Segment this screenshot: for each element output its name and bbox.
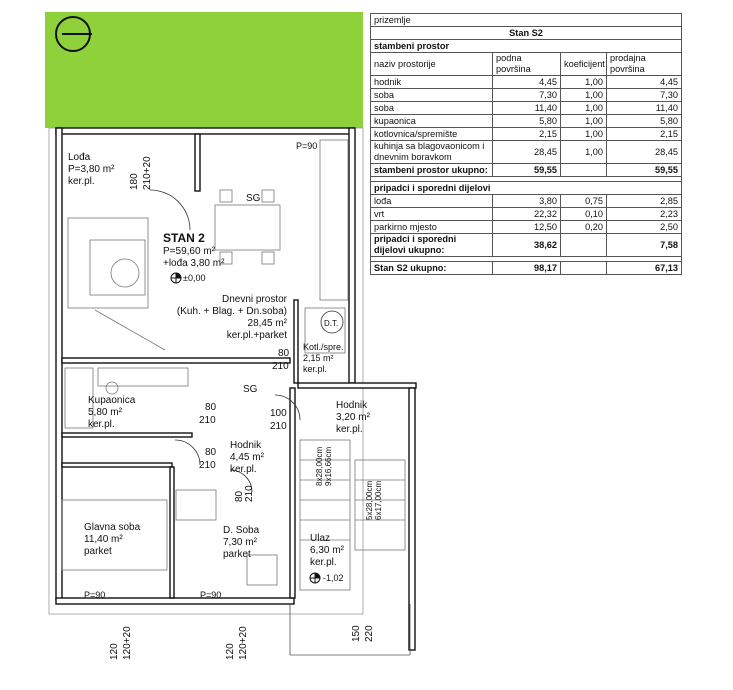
table-cell-value: 0,10	[561, 208, 607, 221]
table-cell-value: 11,40	[493, 102, 561, 115]
table-unit-title: Stan S2	[371, 27, 682, 40]
green-header-band	[45, 12, 363, 128]
unit-area: P=59,60 m²	[163, 246, 215, 257]
table-cell-value: 11,40	[607, 102, 682, 115]
bottom-dim-120-20a: 120+20	[122, 626, 133, 660]
door-hod-height: 210	[199, 460, 216, 471]
bottom-dim-220: 220	[364, 625, 375, 642]
table-header: prodajna površina	[607, 53, 682, 76]
room-hodnik-floor: ker.pl.	[230, 464, 257, 475]
table-cell-value: 0,75	[561, 195, 607, 208]
table-section-row	[371, 40, 682, 53]
table-unit-row	[371, 27, 682, 40]
table-body-2	[371, 195, 682, 234]
room-ulaz-name: Ulaz	[310, 533, 331, 544]
table-cell-value: 7,30	[607, 89, 682, 102]
unit-loggia: +lođa 3,80 m²	[163, 258, 225, 269]
table-cell-name: kotlovnica/spremište	[371, 128, 493, 141]
table-total-label: stambeni prostor ukupno:	[371, 164, 493, 177]
door-hodnik-width: 100	[270, 408, 287, 419]
room-ulaz-area: 6,30 m²	[310, 545, 344, 556]
bottom-dim-120a: 120	[109, 643, 120, 660]
table-floor: prizemlje	[371, 14, 682, 27]
table-cell-value: 5,80	[493, 115, 561, 128]
table-cell-name: kupaonica	[371, 115, 493, 128]
table-row	[371, 76, 682, 89]
door-dsoba-height: 210	[244, 485, 255, 502]
table-cell-value: 0,20	[561, 221, 607, 234]
room-loda-area: P=3,80 m²	[68, 164, 115, 175]
stair-dim-2a: 5x28,00cm	[365, 480, 374, 520]
table-grand-floor: 98,17	[493, 262, 561, 275]
bottom-dim-120-20b: 120+20	[238, 626, 249, 660]
table-cell-value: 28,45	[607, 141, 682, 164]
table-row	[371, 221, 682, 234]
table-cell-value: 1,00	[561, 102, 607, 115]
table-row	[371, 115, 682, 128]
table-floor-row	[371, 14, 682, 27]
walls	[56, 128, 416, 650]
room-glavna-floor: parket	[84, 546, 112, 557]
table-total-sale: 59,55	[607, 164, 682, 177]
room-ulaz-level: -1,02	[323, 573, 344, 583]
door-hod-width: 80	[205, 447, 217, 458]
stair-dim-1a: 8x28,00cm	[315, 446, 324, 486]
room-glavna-name: Glavna soba	[84, 522, 141, 533]
room-kotl-floor: ker.pl.	[303, 364, 328, 374]
room-loda-floor: ker.pl.	[68, 176, 95, 187]
table-cell-name: parkirno mjesto	[371, 221, 493, 234]
room-kupaonica-floor: ker.pl.	[88, 419, 115, 430]
window-dim-210-20: 210+20	[142, 156, 153, 190]
table-cell-value: 1,00	[561, 128, 607, 141]
table-row	[371, 128, 682, 141]
table-cell-value: 3,80	[493, 195, 561, 208]
table-section-row	[371, 182, 682, 195]
room-dsoba-area: 7,30 m²	[223, 537, 257, 548]
table-cell-value: 2,23	[607, 208, 682, 221]
table-total-sale: 7,58	[607, 234, 682, 257]
door-label-p90-bl: P=90	[84, 590, 106, 600]
stair-dim-2b: 6x17,00cm	[374, 480, 383, 520]
room-hodnik-name: Hodnik	[230, 440, 262, 451]
table-section-2: pripadci i sporedni dijelovi	[371, 182, 682, 195]
table-total-label: pripadci i sporedni dijelovi ukupno:	[371, 234, 493, 257]
table-body-1	[371, 76, 682, 164]
table-cell-name: soba	[371, 102, 493, 115]
table-grand-label: Stan S2 ukupno:	[371, 262, 493, 275]
stair-dim-1b: 9x16,66cm	[324, 446, 333, 486]
table-header: naziv prostorije	[371, 53, 493, 76]
table-cell-name: kuhinja sa blagovaonicom i dnevnim boravkom	[371, 141, 493, 164]
table-row	[371, 208, 682, 221]
door-label-p90-top: P=90	[296, 141, 318, 151]
dt-label: D.T.	[324, 319, 339, 328]
table-cell-value: 1,00	[561, 141, 607, 164]
plan-labels	[68, 141, 371, 600]
room-kotl-area: 2,15 m²	[303, 353, 334, 363]
door-label-p90-bm: P=90	[200, 590, 222, 600]
table-row	[371, 141, 682, 164]
table-cell-value: 4,45	[607, 76, 682, 89]
table-cell-value: 28,45	[493, 141, 561, 164]
room-dsoba-name: D. Soba	[223, 525, 260, 536]
door-kotl-width: 80	[278, 348, 290, 359]
table-cell-value: 22,32	[493, 208, 561, 221]
table-total-floor: 38,62	[493, 234, 561, 257]
table-total-coef	[561, 234, 607, 257]
table-grand-row	[371, 262, 682, 275]
room-kupaonica-area: 5,80 m²	[88, 407, 122, 418]
door-kotl-height: 210	[272, 361, 289, 372]
table-cell-name: vrt	[371, 208, 493, 221]
door-kup-height: 210	[199, 415, 216, 426]
room-hodnik2-floor: ker.pl.	[336, 424, 363, 435]
room-ulaz-floor: ker.pl.	[310, 557, 337, 568]
table-cell-value: 2,15	[493, 128, 561, 141]
door-hodnik-height: 210	[270, 421, 287, 432]
table-cell-value: 1,00	[561, 76, 607, 89]
table-total-row	[371, 164, 682, 177]
unit-title: STAN 2	[163, 231, 205, 245]
bottom-dim-120b: 120	[225, 643, 236, 660]
room-kotl-name: Kotl./spre.	[303, 342, 344, 352]
table-row	[371, 195, 682, 208]
table-grand-coef	[561, 262, 607, 275]
bottom-dim-150: 150	[351, 625, 362, 642]
room-glavna-area: 11,40 m²	[84, 534, 123, 545]
room-dnevni-floor: ker.pl.+parket	[226, 330, 287, 341]
table-row	[371, 89, 682, 102]
area-table	[370, 13, 682, 275]
table-cell-name: lođa	[371, 195, 493, 208]
table-cell-value: 2,15	[607, 128, 682, 141]
room-hodnik-area: 4,45 m²	[230, 452, 264, 463]
table-total-coef	[561, 164, 607, 177]
window-dim-180: 180	[129, 173, 140, 190]
table-cell-value: 7,30	[493, 89, 561, 102]
unit-level: ±0,00	[183, 273, 206, 283]
level-marker-icon	[310, 573, 320, 583]
table-cell-value: 1,00	[561, 115, 607, 128]
door-kup-width: 80	[205, 402, 217, 413]
table-cell-value: 12,50	[493, 221, 561, 234]
sg-label-mid: SG	[243, 384, 258, 395]
table-cell-value: 1,00	[561, 89, 607, 102]
room-hodnik2-area: 3,20 m²	[336, 412, 370, 423]
door-dsoba-width: 80	[234, 490, 245, 502]
table-section-1: stambeni prostor	[371, 40, 682, 53]
table-header: koeficijent	[561, 53, 607, 76]
table-header-row	[371, 53, 682, 76]
room-hodnik2-name: Hodnik	[336, 400, 368, 411]
room-kupaonica-name: Kupaonica	[88, 395, 136, 406]
table-cell-value: 5,80	[607, 115, 682, 128]
room-dnevni-area: 28,45 m²	[247, 318, 287, 329]
table-cell-name: hodnik	[371, 76, 493, 89]
room-dnevni-desc: (Kuh. + Blag. + Dn.soba)	[176, 306, 287, 317]
table-row	[371, 102, 682, 115]
table-total-row	[371, 234, 682, 257]
table-cell-value: 2,50	[607, 221, 682, 234]
table-cell-value: 4,45	[493, 76, 561, 89]
table-cell-name: soba	[371, 89, 493, 102]
room-dsoba-floor: parket	[223, 549, 251, 560]
room-dnevni-name: Dnevni prostor	[221, 294, 287, 305]
table-header: podna površina	[493, 53, 561, 76]
room-loda-name: Lođa	[68, 152, 91, 163]
table-grand-sale: 67,13	[607, 262, 682, 275]
sg-label-top: SG	[246, 193, 261, 204]
table-cell-value: 2,85	[607, 195, 682, 208]
level-marker-icon	[171, 273, 181, 283]
table-total-floor: 59,55	[493, 164, 561, 177]
